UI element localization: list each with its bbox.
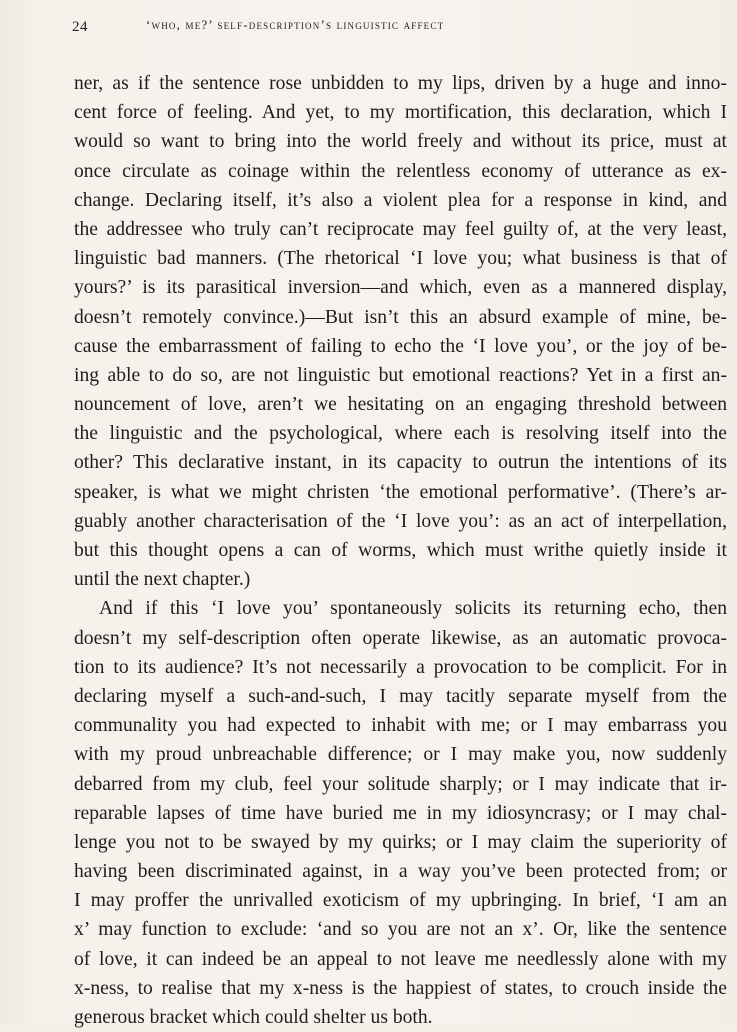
- text-line: I may proffer the unrivalled exoticism of my upbringing. In brief, ‘I am an: [74, 890, 727, 912]
- text-line: having been discriminated against, in a way you’ve been protected from; or: [74, 861, 727, 883]
- text-line: communality you had expected to inhabit with me; or I may embarrass you: [74, 715, 727, 737]
- text-line: ner, as if the sentence rose unbidden to my lips, driven by a huge and inno-: [74, 73, 727, 94]
- text-line: change. Declaring itself, it’s also a violent plea for a response in kind, and: [74, 189, 727, 211]
- page-header: [72, 16, 697, 38]
- text-line: of love, it can indeed be an appeal to not leave me needlessly alone with my: [74, 948, 727, 970]
- text-line: would so want to bring into the world freely and without its price, must at: [74, 131, 727, 153]
- text-line: cent force of feeling. And yet, to my mortification, this declaration, which I: [74, 102, 727, 124]
- text-line: ing able to do so, are not linguistic but emotional reactions? Yet in a first an-: [74, 364, 727, 386]
- text-line: speaker, is what we might christen ‘the emotional performative’. (There’s ar-: [74, 481, 727, 503]
- text-line: cause the embarrassment of failing to echo the ‘I love you’, or the joy of be-: [74, 335, 727, 357]
- text-line: linguistic bad manners. (The rhetorical ‘I love you; what business is that of: [74, 248, 727, 270]
- text-line: debarred from my club, feel your solitude sharply; or I may indicate that ir-: [74, 773, 727, 795]
- text-line: tion to its audience? It’s not necessarily a provocation to be complicit. For in: [74, 656, 727, 678]
- text-line: x-ness, to realise that my x-ness is the happiest of states, to crouch inside the: [74, 977, 727, 999]
- text-line: doesn’t my self-description often operate likewise, as an automatic provoca-: [74, 627, 727, 649]
- page-number: 24: [72, 19, 88, 35]
- text-line: other? This declarative instant, in its capacity to outrun the intentions of its: [74, 452, 727, 474]
- running-head: ‘who, me?’ self-description’s linguistic affect: [146, 17, 445, 32]
- text-line: yours?’ is its parasitical inversion—and which, even as a mannered display,: [74, 277, 727, 299]
- text-line: the linguistic and the psychological, where each is resolving itself into the: [74, 423, 727, 445]
- text-line: And if this ‘I love you’ spontaneously solicits its returning echo, then: [99, 598, 727, 620]
- text-line: nouncement of love, aren’t we hesitating on an engaging threshold between: [74, 394, 727, 416]
- text-line: doesn’t remotely convince.)—But isn’t this an absurd example of mine, be-: [74, 306, 727, 328]
- text-line: but this thought opens a can of worms, which must writhe quietly inside it: [74, 540, 727, 561]
- text-line: with my proud unbreachable difference; or I may make you, now suddenly: [74, 744, 727, 766]
- text-line: once circulate as coinage within the relentless economy of utterance as ex-: [74, 160, 727, 182]
- text-line: reparable lapses of time have buried me in my idiosyncrasy; or I may chal-: [74, 802, 727, 824]
- text-line: until the next chapter.): [74, 569, 251, 591]
- text-line: the addressee who truly can’t reciprocate may feel guilty of, at the very least,: [74, 218, 727, 240]
- text-line: generous bracket which could shelter us both.: [74, 1007, 433, 1028]
- text-line: guably another characterisation of the ‘I love you’: as an act of interpellation,: [74, 510, 727, 532]
- text-line: x’ may function to exclude: ‘and so you are not an x’. Or, like the sentence: [74, 919, 727, 941]
- text-line: lenge you not to be swayed by my quirks; or I may claim the superiority of: [74, 831, 727, 853]
- body-text: [74, 69, 727, 1032]
- text-line: declaring myself a such-and-such, I may tacitly separate myself from the: [74, 685, 727, 707]
